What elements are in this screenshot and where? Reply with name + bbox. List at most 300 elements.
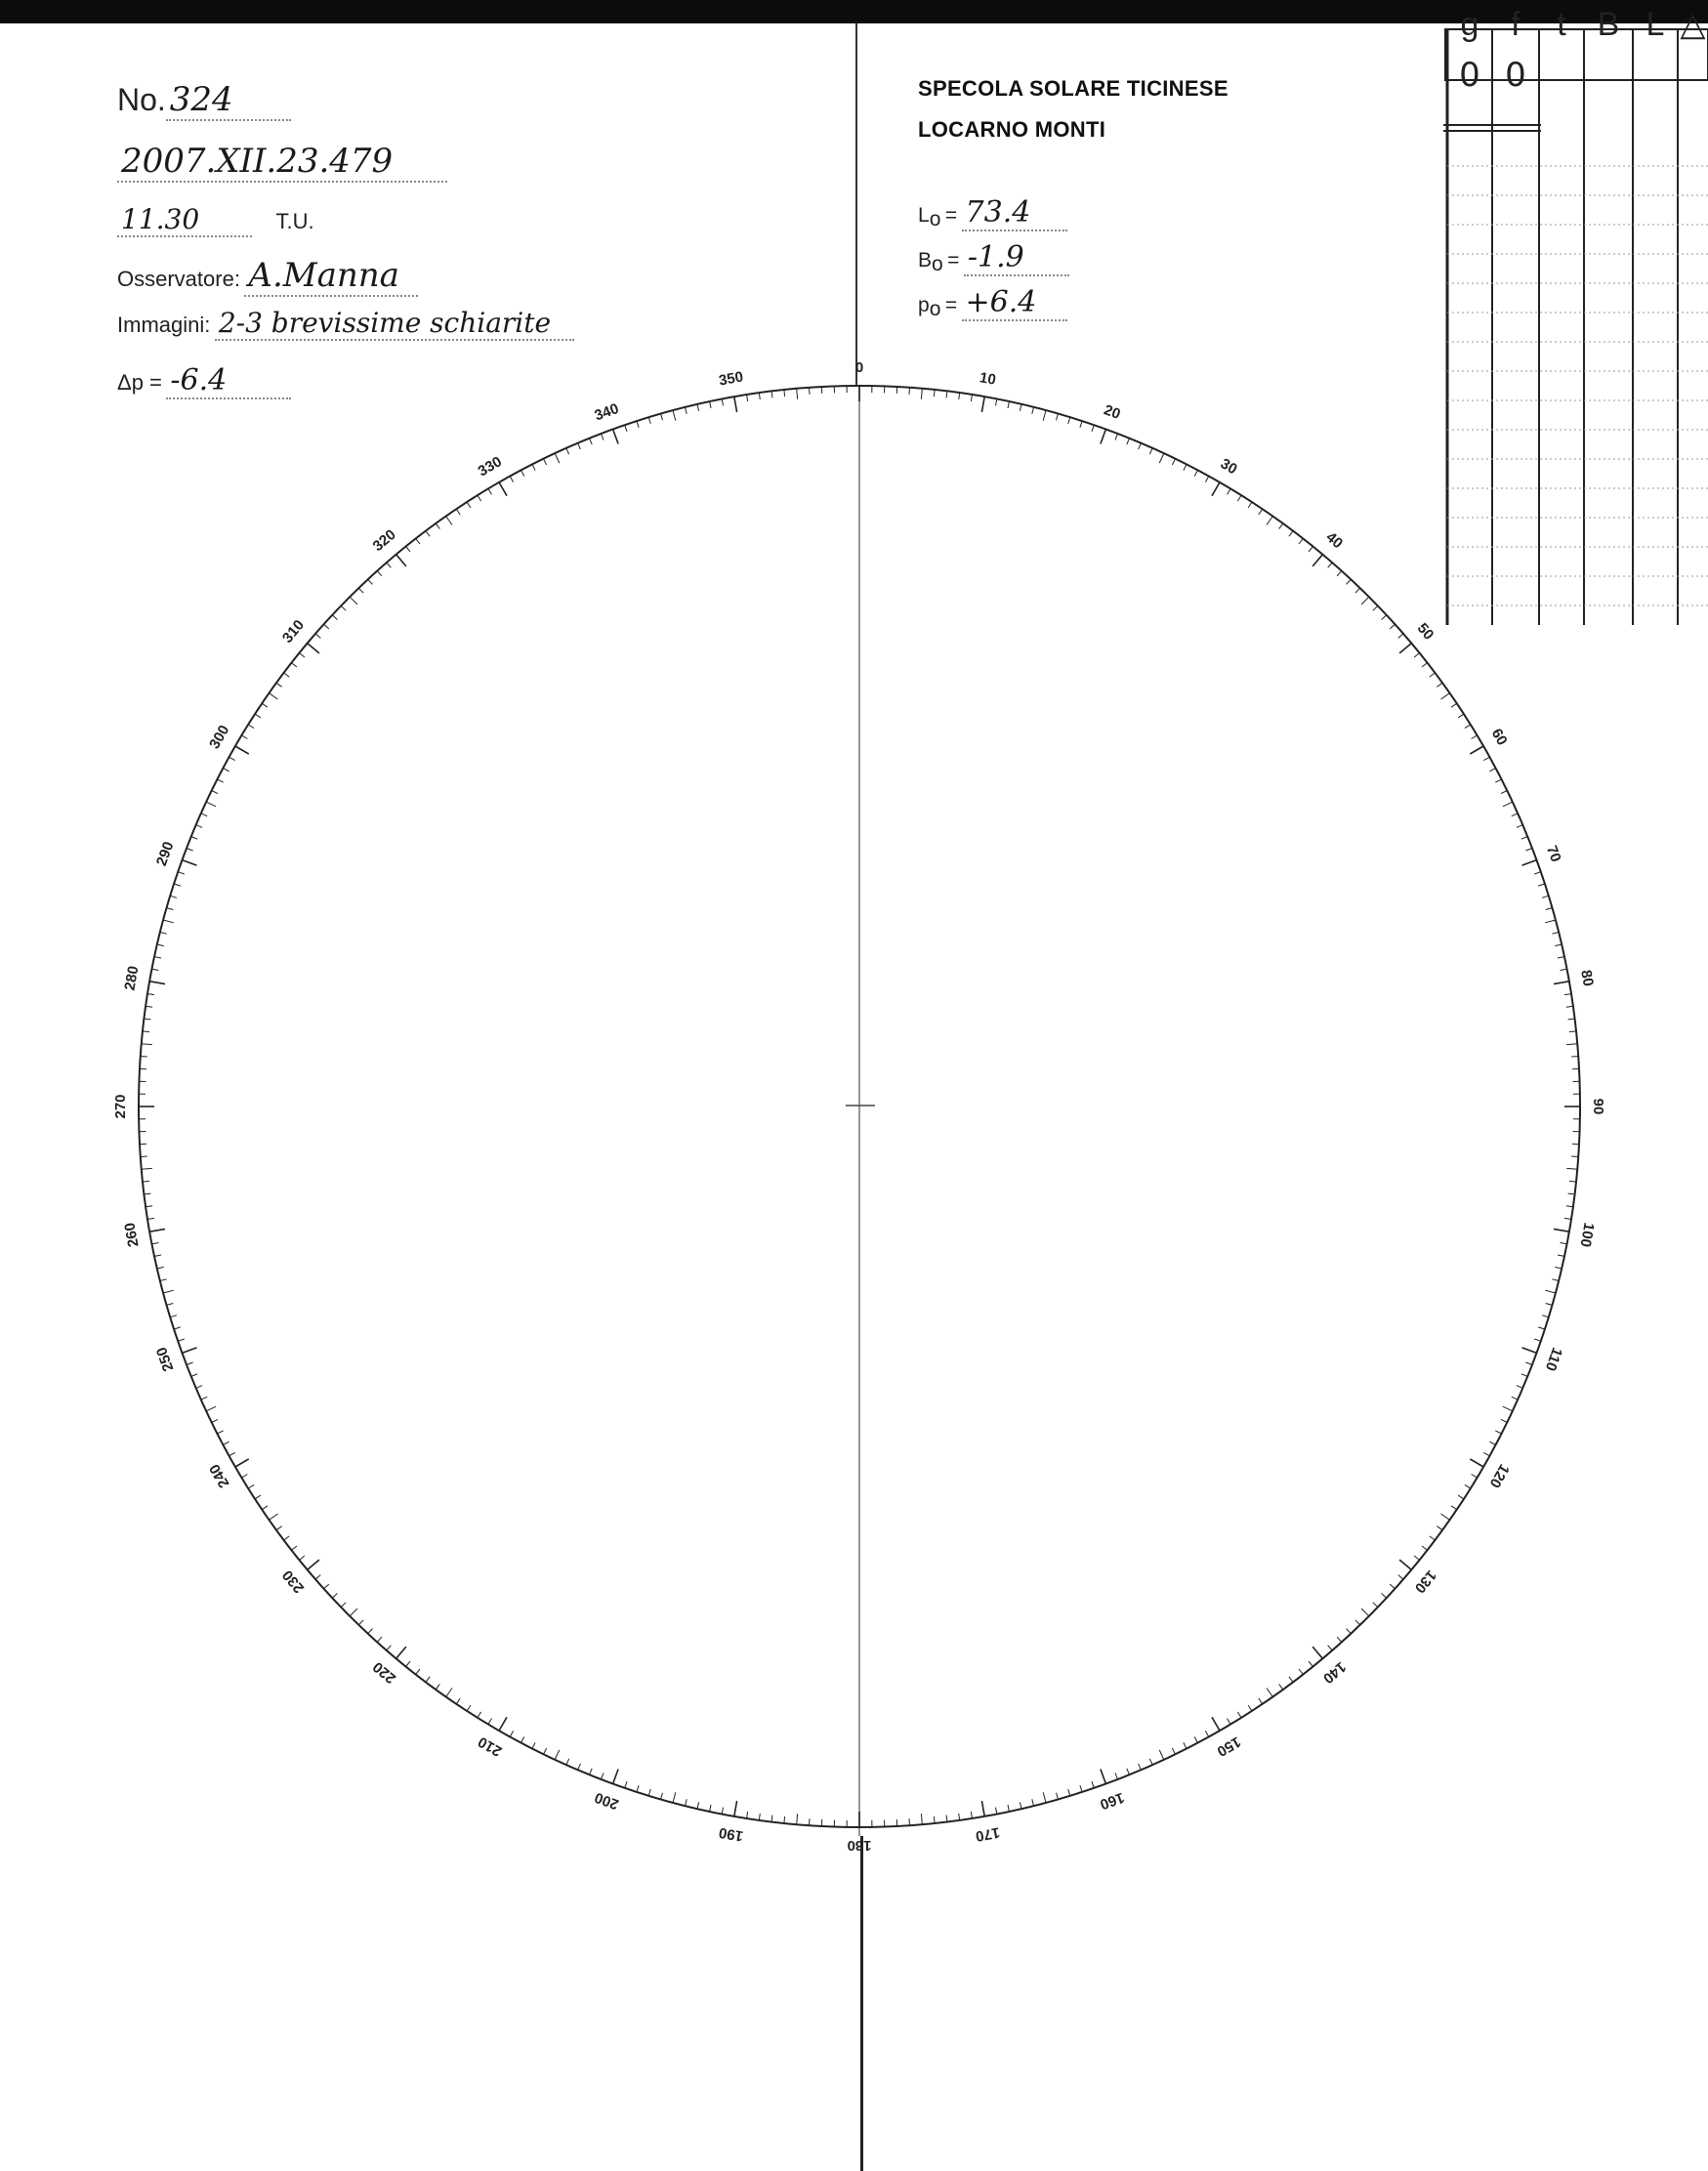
dial-tick	[797, 1814, 798, 1824]
dial-label-180: 180	[847, 1837, 872, 1854]
dial-tick	[324, 1584, 329, 1589]
dial-label-160: 160	[1098, 1788, 1127, 1814]
dial-label-30: 30	[1217, 455, 1240, 479]
dial-tick	[478, 1712, 481, 1718]
dial-tick	[358, 1620, 363, 1625]
dial-tick	[1554, 1229, 1569, 1232]
dial-tick	[1552, 933, 1559, 935]
dial-tick	[566, 1759, 569, 1765]
dial-tick	[1566, 1168, 1577, 1169]
dial-tick	[981, 1801, 984, 1816]
table-cell-g: 0	[1459, 56, 1480, 95]
dial-tick	[488, 488, 492, 494]
dial-tick	[284, 673, 290, 677]
dial-tick	[332, 1594, 337, 1599]
dial-tick	[142, 1168, 152, 1169]
dial-label-150: 150	[1214, 1733, 1244, 1760]
dial-tick	[217, 1431, 223, 1434]
dial-tick	[201, 814, 207, 816]
table-header-delta: △	[1680, 6, 1706, 43]
dial-tick	[341, 605, 346, 610]
dial-tick	[201, 1397, 207, 1399]
dial-tick	[1534, 872, 1541, 874]
dial-label-20: 20	[1101, 401, 1123, 424]
dial-label-60: 60	[1487, 726, 1511, 749]
dial-tick	[1558, 957, 1564, 958]
dial-tick	[1337, 1637, 1342, 1642]
dial-tick	[661, 414, 663, 421]
dial-tick	[1361, 597, 1369, 605]
dial-tick	[456, 509, 460, 515]
dial-tick	[673, 1792, 676, 1803]
dial-tick	[1555, 1267, 1562, 1269]
L0-sub: o	[929, 208, 941, 231]
dial-tick	[544, 459, 547, 465]
dial-tick	[456, 1698, 460, 1704]
dial-tick	[1194, 1736, 1197, 1742]
dial-tick	[578, 443, 581, 449]
dial-tick	[1328, 563, 1333, 567]
p0-value: +6.4	[962, 285, 1067, 321]
dial-tick	[510, 1731, 513, 1736]
dial-tick	[1373, 605, 1378, 610]
dial-tick	[590, 1769, 593, 1775]
dial-label-290: 290	[152, 839, 178, 868]
table-header-B: B	[1597, 6, 1620, 43]
dial-tick	[759, 1814, 760, 1820]
dial-tick	[909, 388, 910, 395]
dial-tick	[174, 884, 181, 886]
dial-tick	[1522, 1348, 1537, 1354]
dial-tick	[697, 1802, 699, 1809]
dial-tick	[1414, 653, 1419, 657]
dial-tick	[1566, 1044, 1577, 1045]
dial-tick	[467, 502, 471, 508]
dial-tick	[358, 588, 363, 593]
dial-tick	[648, 417, 650, 424]
dial-tick	[276, 683, 282, 687]
dial-tick	[436, 523, 439, 529]
dial-tick	[146, 1206, 152, 1207]
dial-tick	[1248, 502, 1252, 508]
dial-tick	[229, 1452, 235, 1455]
dial-tick	[613, 1770, 619, 1784]
dial-tick	[406, 1661, 410, 1666]
dial-tick	[223, 1441, 229, 1444]
dial-label-80: 80	[1577, 968, 1597, 988]
dial-tick	[921, 1814, 922, 1824]
dial-tick	[1538, 1327, 1545, 1329]
dial-tick	[637, 421, 639, 428]
dial-tick	[697, 404, 699, 411]
dial-tick	[350, 1608, 357, 1616]
dial-tick	[1542, 1315, 1549, 1317]
dial-tick	[1568, 1019, 1575, 1020]
dial-label-140: 140	[1319, 1657, 1350, 1688]
table-header-L: L	[1646, 6, 1665, 43]
dial-tick	[673, 410, 676, 421]
dial-tick	[149, 981, 165, 984]
dial-label-240: 240	[206, 1461, 233, 1491]
dial-tick	[1312, 1647, 1322, 1658]
dial-label-270: 270	[112, 1094, 129, 1119]
dial-tick	[981, 397, 984, 412]
dial-tick	[1115, 434, 1118, 440]
dial-label-0: 0	[854, 359, 864, 376]
dial-tick	[1525, 1362, 1532, 1365]
dial-label-110: 110	[1541, 1345, 1565, 1374]
dial-tick	[1101, 430, 1106, 444]
dial-tick	[145, 1193, 151, 1194]
dial-tick	[1470, 746, 1483, 754]
dial-tick	[810, 388, 811, 395]
dial-tick	[734, 1801, 737, 1816]
dial-tick	[1441, 1514, 1450, 1520]
dial-tick	[710, 401, 711, 408]
dial-label-230: 230	[278, 1566, 309, 1597]
dial-tick	[406, 547, 410, 552]
dial-tick	[276, 1526, 282, 1530]
dial-label-330: 330	[475, 453, 505, 480]
dial-tick	[810, 1818, 811, 1825]
dial-tick	[1237, 495, 1241, 501]
dial-tick	[747, 1812, 748, 1818]
dial-tick	[1483, 1452, 1489, 1455]
dial-tick	[1561, 1243, 1567, 1244]
dial-tick	[248, 725, 254, 729]
dial-tick	[1564, 994, 1571, 995]
dial-tick	[1361, 1608, 1369, 1616]
dial-tick	[1525, 849, 1532, 852]
dial-tick	[1501, 791, 1507, 794]
dial-tick	[315, 1575, 320, 1580]
observer-value: A.Manna	[244, 256, 418, 297]
dial-label-120: 120	[1485, 1461, 1513, 1491]
dial-tick	[196, 825, 202, 828]
dial-tick	[1299, 1669, 1303, 1675]
dial-tick	[1212, 1717, 1220, 1731]
dial-tick	[1149, 448, 1152, 454]
dial-label-100: 100	[1576, 1221, 1598, 1249]
dial-tick	[1184, 1742, 1187, 1748]
dial-tick	[270, 1514, 278, 1520]
dial-tick	[262, 703, 268, 707]
dial-tick	[1545, 920, 1556, 923]
dial-tick	[946, 1816, 947, 1822]
dial-tick	[747, 395, 748, 401]
dial-tick	[734, 397, 737, 412]
images-value: 2-3 brevissime schiarite	[215, 307, 574, 341]
dial-tick	[1422, 1546, 1428, 1550]
dial-tick	[959, 1814, 960, 1820]
dial-tick	[1569, 1031, 1576, 1032]
dial-tick	[163, 920, 174, 923]
dial-tick	[1495, 779, 1501, 782]
dial-tick	[488, 1719, 492, 1725]
dial-tick	[284, 1536, 290, 1540]
dial-tick	[1437, 1526, 1442, 1530]
dial-tick	[183, 860, 197, 866]
delta-p-label: Δp =	[117, 370, 162, 395]
table-cell-f: 0	[1505, 56, 1526, 95]
dial-tick	[145, 1019, 151, 1020]
dial-tick	[1398, 1575, 1403, 1580]
dial-tick	[174, 1327, 181, 1329]
dial-tick	[1237, 1712, 1241, 1718]
dial-tick	[686, 407, 687, 414]
dial-tick	[499, 482, 507, 496]
dial-label-200: 200	[592, 1788, 621, 1814]
dial-tick	[934, 1816, 935, 1823]
dial-tick	[1228, 488, 1231, 494]
dial-tick	[1267, 1689, 1272, 1697]
dial-tick	[1032, 1799, 1034, 1806]
dial-tick	[387, 1646, 392, 1650]
dial-tick	[426, 531, 430, 537]
dial-tick	[255, 1495, 261, 1499]
dial-tick	[1101, 1770, 1106, 1784]
dial-tick	[532, 1742, 535, 1748]
dial-tick	[350, 597, 357, 605]
dial-tick	[934, 390, 935, 397]
dial-tick	[1068, 1789, 1070, 1796]
dial-tick	[1555, 944, 1562, 946]
dial-tick	[555, 453, 560, 463]
dial-tick	[235, 746, 249, 754]
dial-tick	[241, 735, 247, 739]
dial-tick	[154, 1255, 161, 1256]
p0-sub: o	[929, 298, 941, 321]
dial-tick	[324, 624, 329, 629]
dial-tick	[262, 1506, 268, 1510]
dial-tick	[686, 1799, 687, 1806]
dial-tick	[235, 1459, 249, 1467]
dial-tick	[467, 1705, 471, 1711]
observatory-location: LOCARNO MONTI	[918, 117, 1106, 142]
dial-tick	[1521, 837, 1528, 840]
dial-tick	[341, 1603, 346, 1607]
number-value: 324	[166, 80, 291, 121]
dial-label-300: 300	[206, 722, 233, 752]
dial-tick	[270, 693, 278, 699]
dial-tick	[248, 1484, 254, 1488]
table-header-g: g	[1460, 6, 1479, 43]
dial-tick	[141, 1057, 147, 1058]
B0-value: -1.9	[964, 240, 1069, 276]
dial-tick	[1545, 1290, 1556, 1293]
dial-tick	[1501, 1419, 1507, 1422]
dial-tick	[1092, 1781, 1094, 1788]
dial-tick	[478, 495, 481, 501]
images-label: Immagini:	[117, 313, 211, 337]
L0-value: 73.4	[962, 195, 1067, 231]
dial-tick	[1552, 1279, 1559, 1281]
dial-tick	[146, 1006, 152, 1007]
dial-tick	[1414, 1556, 1419, 1560]
dial-tick	[426, 1677, 430, 1683]
dial-tick	[396, 555, 406, 566]
dial-tick	[1159, 453, 1164, 463]
dial-tick	[722, 399, 723, 406]
dial-tick	[1503, 802, 1513, 807]
dial-tick	[1399, 1560, 1411, 1569]
dial-tick	[1398, 634, 1403, 639]
dial-tick	[1080, 1785, 1082, 1792]
dial-tick	[1382, 1594, 1387, 1599]
dial-tick	[1503, 1406, 1513, 1411]
dial-tick	[416, 538, 420, 544]
dial-tick	[157, 944, 164, 946]
dial-tick	[315, 634, 320, 639]
dial-tick	[532, 464, 535, 470]
L0-label: L	[918, 204, 930, 227]
dial-tick	[377, 1637, 382, 1642]
dial-tick	[191, 1374, 198, 1377]
dial-tick	[1299, 538, 1303, 544]
dial-tick	[1451, 1506, 1457, 1510]
dial-tick	[590, 438, 593, 445]
dial-tick	[1558, 1255, 1564, 1256]
dial-label-340: 340	[592, 399, 621, 425]
time-unit: T.U.	[275, 209, 314, 233]
dial-tick	[1057, 1793, 1059, 1800]
dial-label-70: 70	[1542, 843, 1564, 865]
dial-tick	[368, 579, 373, 584]
dial-tick	[187, 849, 193, 852]
dial-tick	[142, 1044, 152, 1045]
dial-tick	[1020, 404, 1021, 411]
dial-tick	[1080, 421, 1082, 428]
dial-tick	[223, 769, 229, 772]
dial-tick	[143, 1031, 149, 1032]
dial-tick	[332, 615, 337, 620]
dial-tick	[147, 1218, 154, 1219]
dial-tick	[1437, 683, 1442, 687]
dial-tick	[1399, 644, 1411, 653]
dial-tick	[1542, 896, 1549, 898]
number-label: No.	[117, 82, 166, 117]
dial-tick	[1184, 464, 1187, 470]
dial-tick	[602, 1773, 604, 1779]
dial-tick	[1355, 1620, 1360, 1625]
dial-tick	[1430, 673, 1436, 677]
dial-tick	[1008, 401, 1009, 408]
dial-tick	[1259, 1698, 1263, 1704]
dial-tick	[1159, 1750, 1164, 1760]
dial-tick	[1566, 1006, 1573, 1007]
dial-tick	[710, 1805, 711, 1812]
dial-tick	[1546, 908, 1553, 910]
dial-tick	[1008, 1805, 1009, 1812]
dial-tick	[971, 1812, 972, 1818]
dial-tick	[1483, 757, 1489, 760]
dial-tick	[170, 896, 177, 898]
dial-tick	[229, 757, 235, 760]
L0-eq: =	[944, 204, 958, 227]
dial-tick	[300, 1556, 305, 1560]
dial-tick	[446, 517, 452, 525]
dial-tick	[784, 390, 785, 397]
dial-tick	[1561, 969, 1567, 970]
dial-tick	[1373, 1603, 1378, 1607]
dial-tick	[1057, 414, 1059, 421]
dial-label-130: 130	[1410, 1566, 1440, 1597]
dial-tick	[544, 1748, 547, 1754]
dial-label-10: 10	[978, 369, 998, 389]
dial-tick	[1495, 1431, 1501, 1434]
dial-tick	[1465, 725, 1471, 729]
dial-tick	[1517, 1386, 1522, 1389]
dial-tick	[648, 1789, 650, 1796]
dial-tick	[510, 477, 513, 482]
dial-label-90: 90	[1590, 1098, 1606, 1115]
dial-tick	[1430, 1536, 1436, 1540]
dial-tick	[578, 1764, 581, 1770]
dial-tick	[771, 1816, 772, 1822]
dial-tick	[1127, 438, 1130, 445]
dial-tick	[1512, 1397, 1518, 1399]
dial-tick	[416, 1669, 420, 1675]
observer-label: Osservatore:	[117, 267, 240, 291]
dial-tick	[152, 1243, 159, 1244]
dial-tick	[368, 1629, 373, 1634]
dial-tick	[163, 1290, 174, 1293]
dial-tick	[1571, 1156, 1578, 1157]
dial-tick	[377, 571, 382, 576]
dial-label-320: 320	[369, 525, 399, 556]
dial-tick	[1139, 1764, 1142, 1770]
dial-tick	[1127, 1769, 1130, 1775]
dial-tick	[291, 663, 297, 667]
dial-tick	[1470, 1459, 1483, 1467]
dial-tick	[149, 1229, 165, 1232]
table-header-f: f	[1511, 6, 1521, 43]
dial-tick	[1172, 459, 1175, 465]
dial-tick	[1451, 703, 1457, 707]
dial-tick	[241, 1475, 247, 1479]
delta-p-value: -6.4	[166, 363, 291, 399]
dial-tick	[1020, 1802, 1021, 1809]
dial-tick	[909, 1818, 910, 1825]
dial-tick	[1259, 509, 1263, 515]
dial-tick	[1328, 1646, 1333, 1650]
dial-tick	[1309, 547, 1312, 552]
dial-label-50: 50	[1413, 619, 1437, 644]
dial-tick	[971, 395, 972, 401]
dial-tick	[996, 1808, 997, 1815]
dial-tick	[217, 779, 223, 782]
dial-label-40: 40	[1322, 528, 1347, 553]
dial-tick	[170, 1315, 177, 1317]
table-header-t: t	[1557, 6, 1566, 43]
dial-tick	[1172, 1748, 1175, 1754]
dial-label-350: 350	[717, 368, 745, 390]
dial-tick	[191, 837, 198, 840]
dial-tick	[959, 393, 960, 399]
dial-label-190: 190	[717, 1823, 745, 1845]
dial-tick	[625, 425, 627, 432]
dial-tick	[143, 1181, 149, 1182]
dial-tick	[1390, 1584, 1395, 1589]
dial-label-250: 250	[152, 1345, 178, 1374]
dial-tick	[1554, 981, 1569, 984]
dial-tick	[1068, 417, 1070, 424]
dial-tick	[1355, 588, 1360, 593]
dial-tick	[1309, 1661, 1312, 1666]
dial-tick	[1472, 735, 1478, 739]
dial-tick	[187, 1362, 193, 1365]
dial-tick	[613, 430, 619, 444]
